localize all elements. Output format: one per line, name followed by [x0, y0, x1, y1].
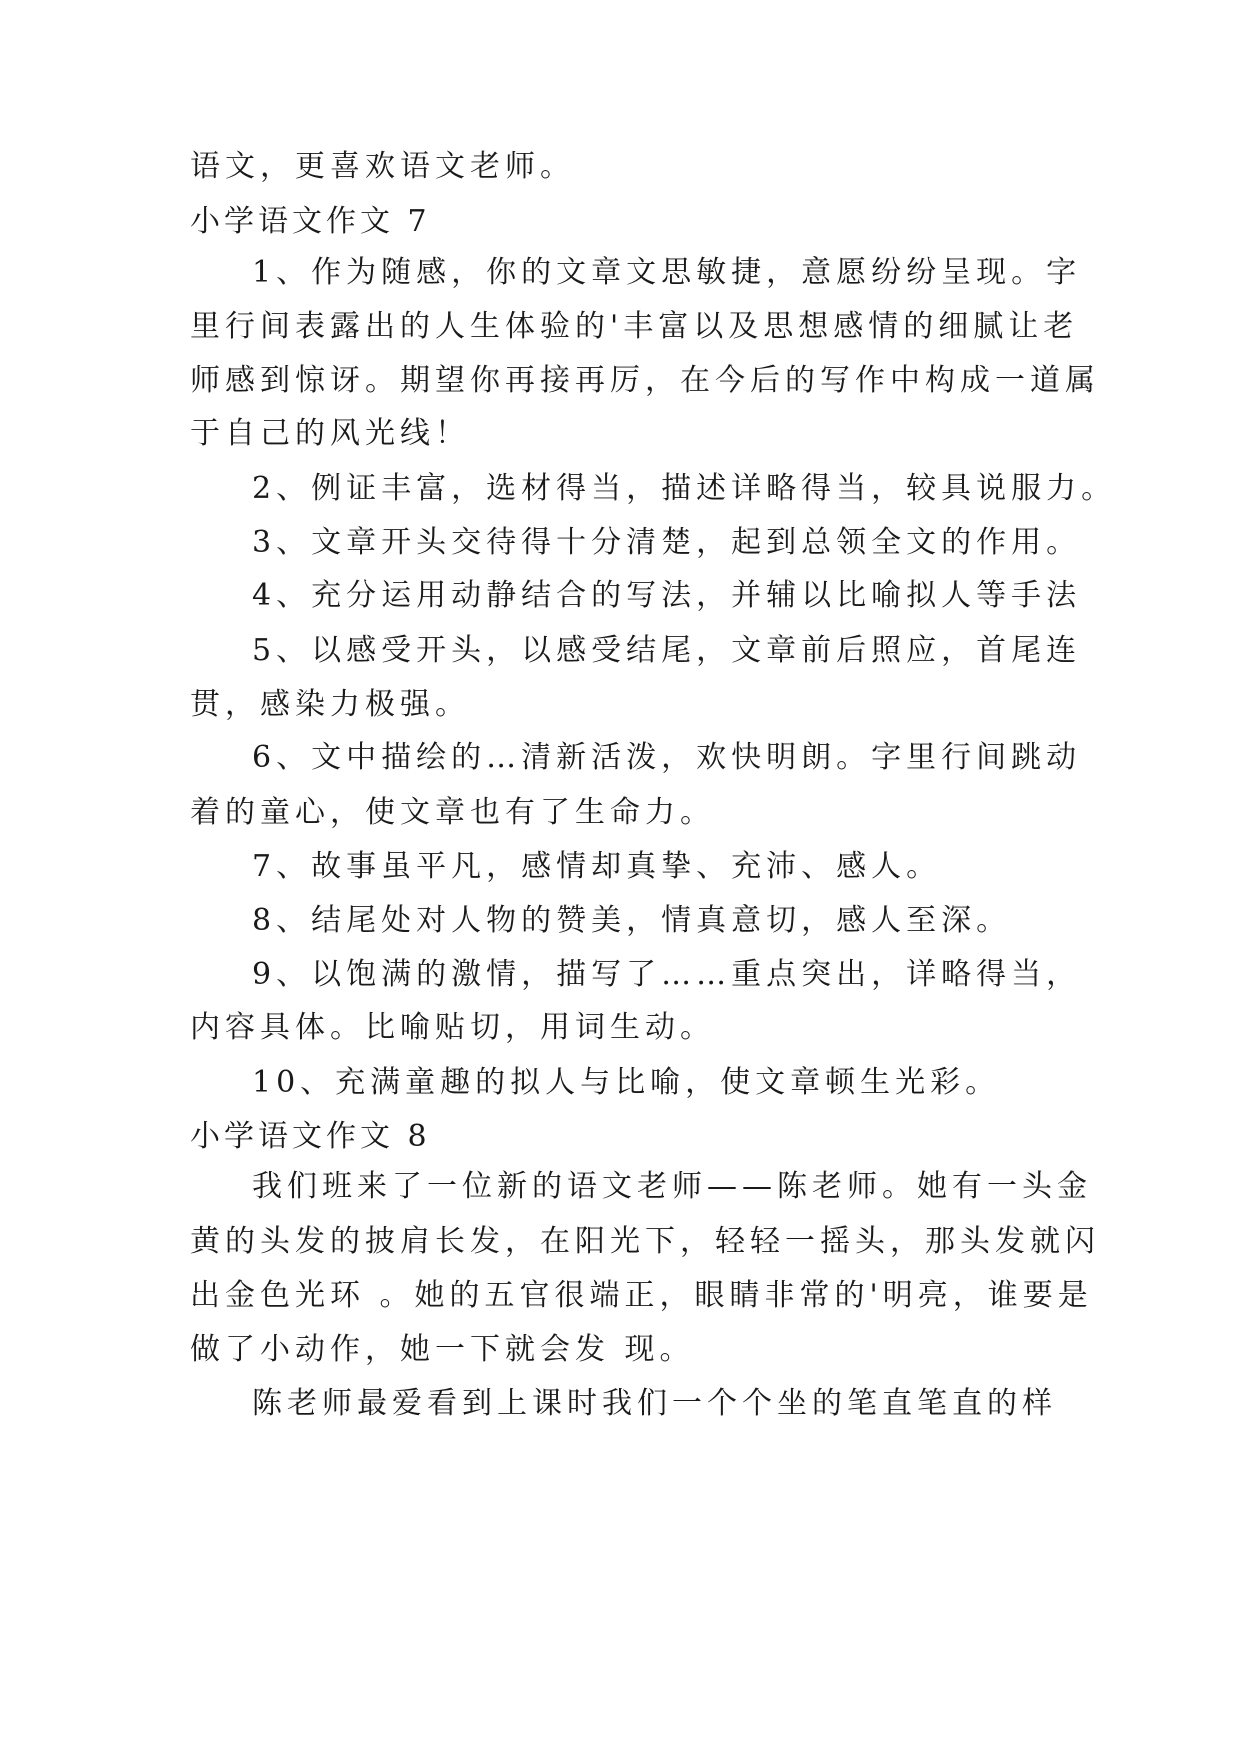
text-line: 我们班来了一位新的语文老师——陈老师。她有一头金: [252, 1169, 1092, 1204]
text-line: 贯，感染力极强。: [190, 687, 470, 722]
text-line: 3、文章开头交待得十分清楚，起到总领全文的作用。: [252, 525, 1082, 560]
text-line: 于自己的风光线！: [190, 416, 470, 451]
text-line: 4、充分运用动静结合的写法，并辅以比喻拟人等手法: [252, 578, 1082, 613]
section-heading-8: 小学语文作文 8: [190, 1119, 431, 1154]
text-line: 1、作为随感，你的文章文思敏捷，意愿纷纷呈现。字: [252, 255, 1082, 290]
text-line: 10、充满童趣的拟人与比喻，使文章顿生光彩。: [252, 1065, 1001, 1100]
text-line: 8、结尾处对人物的赞美，情真意切，感人至深。: [252, 903, 1012, 938]
text-line: 出金色光环 。她的五官很端正，眼睛非常的'明亮，谁要是: [190, 1278, 1093, 1313]
text-line: 6、文中描绘的…清新活泼，欢快明朗。字里行间跳动: [252, 740, 1082, 775]
text-line: 师感到惊讶。期望你再接再厉，在今后的写作中构成一道属: [190, 363, 1100, 398]
text-line: 语文，更喜欢语文老师。: [190, 149, 575, 184]
text-line: 里行间表露出的人生体验的'丰富以及思想感情的细腻让老: [190, 309, 1079, 344]
section-heading-7: 小学语文作文 7: [190, 204, 431, 239]
text-line: 着的童心，使文章也有了生命力。: [190, 795, 715, 830]
text-line: 黄的头发的披肩长发，在阳光下，轻轻一摇头，那头发就闪: [190, 1224, 1100, 1259]
text-line: 做了小动作，她一下就会发 现。: [190, 1332, 695, 1367]
text-line: 内容具体。比喻贴切，用词生动。: [190, 1010, 715, 1045]
text-line: 7、故事虽平凡，感情却真挚、充沛、感人。: [252, 849, 942, 884]
text-line: 9、以饱满的激情，描写了……重点突出，详略得当，: [252, 957, 1082, 992]
text-line: 2、例证丰富，选材得当，描述详略得当，较具说服力。: [252, 471, 1117, 506]
text-line: 5、以感受开头，以感受结尾，文章前后照应，首尾连: [252, 633, 1082, 668]
text-line: 陈老师最爱看到上课时我们一个个坐的笔直笔直的样: [252, 1386, 1057, 1421]
